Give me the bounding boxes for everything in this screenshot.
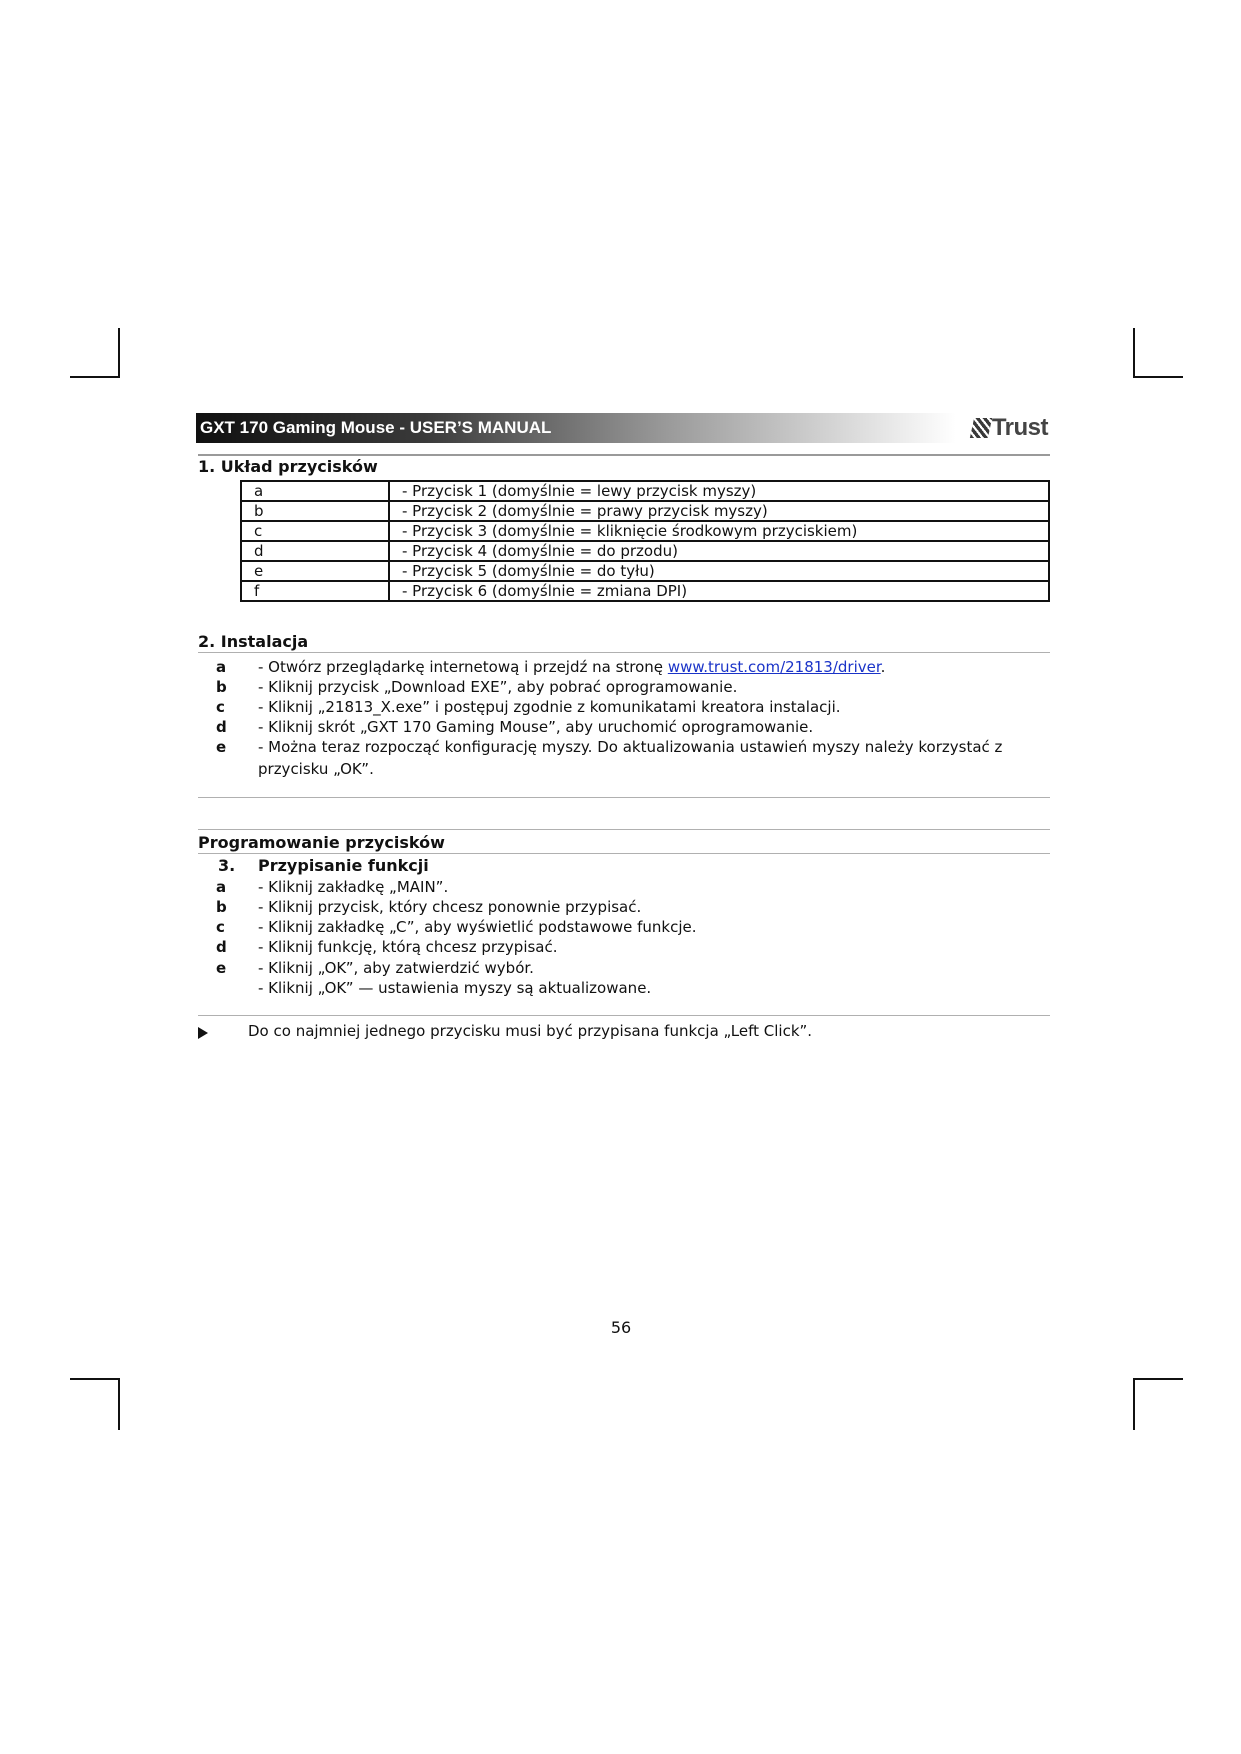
section-title-installation: 2. Instalacja: [198, 632, 309, 651]
divider: [198, 797, 1050, 798]
divider: [198, 829, 1050, 830]
row-desc: - Przycisk 1 (domyślnie = lewy przycisk myszy): [389, 481, 1049, 501]
step-text: - Kliknij funkcję, którą chcesz przypisać.: [258, 938, 558, 956]
step-text: - Kliknij zakładkę „MAIN”.: [258, 878, 449, 896]
row-desc: - Przycisk 3 (domyślnie = kliknięcie środkowym przyciskiem): [389, 521, 1049, 541]
trust-logo-text: Trust: [991, 414, 1048, 441]
section-title-layout: 1. Układ przycisków: [198, 457, 378, 476]
crop-mark-top-left: [70, 328, 120, 378]
divider: [198, 1015, 1050, 1016]
trust-logo-icon: [970, 418, 992, 438]
step-text: - Kliknij skrót „GXT 170 Gaming Mouse”, aby uruchomić oprogramowanie.: [258, 718, 814, 736]
crop-mark-bottom-left: [70, 1378, 120, 1430]
step-key: e: [216, 959, 227, 977]
step-key: e: [216, 738, 227, 756]
section-title-programming: Programowanie przycisków: [198, 833, 445, 852]
divider: [198, 454, 1050, 456]
page-number: 56: [610, 1318, 632, 1337]
row-desc: - Przycisk 6 (domyślnie = zmiana DPI): [389, 581, 1049, 601]
step-key: c: [216, 698, 225, 716]
step-key: d: [216, 718, 227, 736]
step-text: przycisku „OK”.: [258, 760, 374, 778]
subsection-number: 3.: [218, 856, 236, 875]
row-key: d: [241, 541, 389, 561]
step-text: [258, 657, 1048, 677]
trust-logo: [972, 413, 1048, 443]
step-key: b: [216, 678, 227, 696]
step-key: a: [216, 658, 227, 676]
step-text: - Kliknij przycisk, który chcesz ponownie przypisać.: [258, 898, 642, 916]
step-key: a: [216, 878, 227, 896]
note-text: Do co najmniej jednego przycisku musi być przypisana funkcja „Left Click”.: [248, 1022, 813, 1040]
arrow-right-icon: [198, 1027, 208, 1039]
table-row: [241, 481, 1049, 501]
manual-title: GXT 170 Gaming Mouse - USER’S MANUAL: [200, 418, 552, 437]
table-row: [241, 521, 1049, 541]
button-layout-table: [240, 480, 1050, 602]
step-text: - Kliknij zakładkę „C”, aby wyświetlić podstawowe funkcje.: [258, 918, 697, 936]
row-key: b: [241, 501, 389, 521]
row-key: c: [241, 521, 389, 541]
table-row: [241, 561, 1049, 581]
crop-mark-bottom-right: [1133, 1378, 1183, 1430]
row-desc: - Przycisk 4 (domyślnie = do przodu): [389, 541, 1049, 561]
step-key: c: [216, 918, 225, 936]
table-row: [241, 581, 1049, 601]
row-key: e: [241, 561, 389, 581]
table-row: [241, 541, 1049, 561]
step-key: b: [216, 898, 227, 916]
row-key: a: [241, 481, 389, 501]
crop-mark-top-right: [1133, 328, 1183, 378]
divider: [198, 652, 1050, 653]
step-text-part: .: [880, 658, 886, 676]
step-key: d: [216, 938, 227, 956]
step-text: - Można teraz rozpocząć konfigurację myszy. Do aktualizowania ustawień myszy należy korzystać z: [258, 738, 1003, 756]
step-text: - Kliknij „21813_X.exe” i postępuj zgodnie z komunikatami kreatora instalacji.: [258, 698, 841, 716]
step-text: - Kliknij „OK” — ustawienia myszy są aktualizowane.: [258, 979, 652, 997]
step-text-part: - Otwórz przeglądarkę internetową i przejdź na stronę: [258, 658, 668, 676]
row-key: f: [241, 581, 389, 601]
divider: [198, 853, 1050, 854]
row-desc: - Przycisk 2 (domyślnie = prawy przycisk myszy): [389, 501, 1049, 521]
driver-link[interactable]: www.trust.com/21813/driver: [667, 658, 881, 676]
header-bar: [196, 413, 956, 443]
subsection-title: Przypisanie funkcji: [258, 856, 429, 875]
row-desc: - Przycisk 5 (domyślnie = do tyłu): [389, 561, 1049, 581]
page-header: [196, 413, 1050, 443]
step-text: - Kliknij „OK”, aby zatwierdzić wybór.: [258, 959, 534, 977]
table-row: [241, 501, 1049, 521]
step-text: - Kliknij przycisk „Download EXE”, aby pobrać oprogramowanie.: [258, 678, 738, 696]
